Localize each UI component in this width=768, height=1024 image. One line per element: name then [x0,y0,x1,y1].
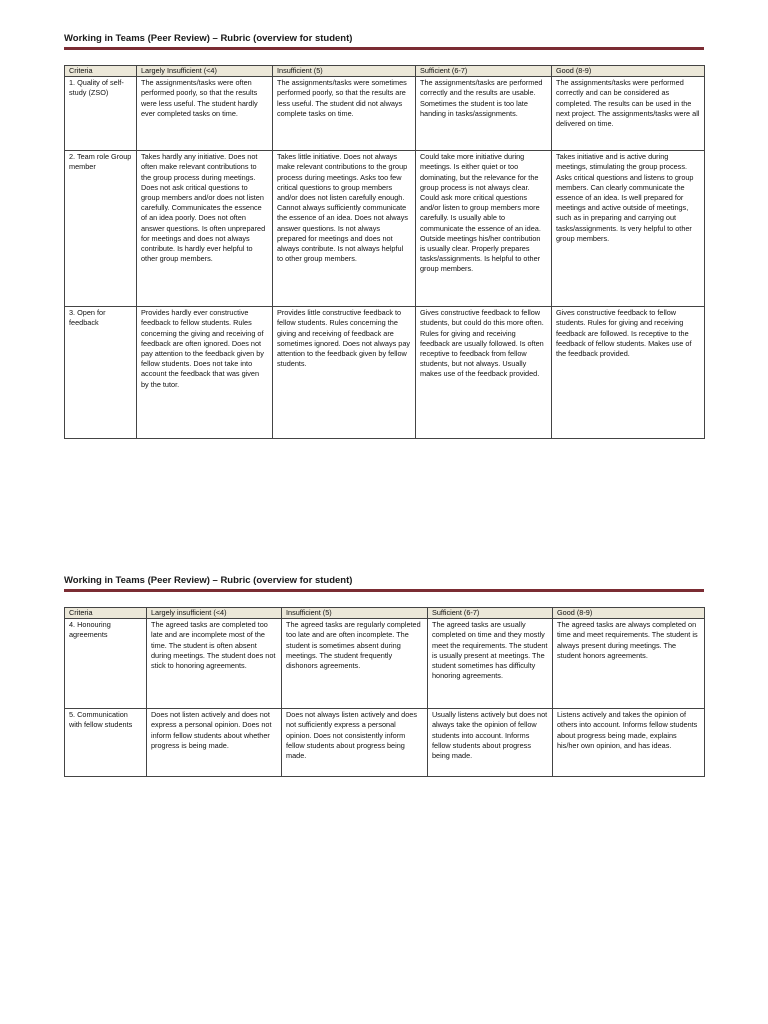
rubric-cell: Provides hardly ever constructive feedback to fellow students. Rules concerning the giving and receiving of feedback are often ignored. Does not pay attention to the feedback given by fellow students. Does not take into account the feedback that was given by the tutor. [137,307,273,439]
section-title: Working in Teams (Peer Review) – Rubric (overview for student) [64,33,353,44]
header-cell: Good (8-9) [552,66,705,77]
criteria-cell: 5. Communication with fellow students [65,709,147,777]
criteria-cell: 2. Team role Group member [65,151,137,307]
rubric-cell: Takes initiative and is active during meetings, stimulating the group process. Asks critical questions and listens to group members. Can clearly communicate the essence of an idea. Is well prepared for meetings and active outside of meetings, such as in preparing and carrying out tasks/assignments. Is very helpful to other group members. [552,151,705,307]
rubric-cell: Usually listens actively but does not always take the opinion of fellow students into account. Informs fellow students about progress being made. [428,709,553,777]
table-header-row [65,66,705,77]
criteria-cell: 1. Quality of self-study (ZSO) [65,77,137,151]
header-cell: Sufficient (6-7) [428,608,553,619]
header-cell: Largely insufficient (<4) [147,608,282,619]
rubric-cell: Does not always listen actively and does not sufficiently express a personal opinion. Does not consistently inform fellow students about progress being made. [282,709,428,777]
rubric-cell: The agreed tasks are regularly completed too late and are often incomplete. The student is sometimes absent during meetings. The student frequently dishonors agreements. [282,619,428,709]
rubric-section-2 [64,575,704,761]
header-cell: Criteria [65,66,137,77]
rubric-cell: Could take more initiative during meetings. Is either quiet or too dominating, but the relevance for the group process is not always clear. Could ask more critical questions and/or listen to group members more carefully. Is usually able to communicate the essence of an idea. Outside meetings his/her contribution is usually clear. Properly prepares tasks/assignments. Is helpful to other group members. [416,151,552,307]
rubric-cell: Listens actively and takes the opinion of others into account. Informs fellow students about progress being made, explains his/her own opinion, and has ideas. [553,709,705,777]
rubric-cell: Gives constructive feedback to fellow students. Rules for giving and receiving feedback are followed. Is receptive to the feedback of fellow students. Makes use of the feedback provided. [552,307,705,439]
rubric-cell: Gives constructive feedback to fellow students, but could do this more often. Rules for giving and receiving feedback are usually followed. Is often receptive to feedback from fellow students, but not always. Usually makes use of the feedback provided. [416,307,552,439]
rubric-cell: The assignments/tasks are performed correctly and the results are usable. Sometimes the student is too late handing in tasks/assignments. [416,77,552,151]
criteria-cell: 3. Open for feedback [65,307,137,439]
table-row [65,307,705,439]
section-title: Working in Teams (Peer Review) – Rubric (overview for student) [64,575,353,586]
title-divider [64,589,704,592]
title-divider [64,47,704,50]
rubric-cell: The assignments/tasks were often performed poorly, so that the results were less useful. The student hardly ever completed tasks on time. [137,77,273,151]
rubric-cell: Does not listen actively and does not express a personal opinion. Does not inform fellow students about whether progress is being made. [147,709,282,777]
table-header-row [65,608,705,619]
header-cell: Insufficient (5) [273,66,416,77]
rubric-table-1 [64,65,705,439]
header-cell: Criteria [65,608,147,619]
criteria-cell: 4. Honouring agreements [65,619,147,709]
rubric-cell: The agreed tasks are completed too late and are incomplete most of the time. The student is often absent during meetings. The student does not stick to honoring agreements. [147,619,282,709]
rubric-cell: Provides little constructive feedback to fellow students. Rules concerning the giving and receiving of feedback are sometimes ignored. Does not always pay attention to the feedback given by fellow students. [273,307,416,439]
rubric-cell: The assignments/tasks were sometimes performed poorly, so that the results are less useful. The student did not always complete tasks on time. [273,77,416,151]
rubric-cell: Takes little initiative. Does not always make relevant contributions to the group process during meetings. Asks too few critical questions to group members and/or does not listen carefully enough. Cannot always sufficiently communicate the essence of an idea. Does not always answer questions. Is not always prepared for meetings and does not always contribute. Is not always helpful to other group members. [273,151,416,307]
table-row [65,709,705,777]
table-row [65,619,705,709]
header-cell: Insufficient (5) [282,608,428,619]
header-cell: Largely Insufficient (<4) [137,66,273,77]
rubric-cell: The assignments/tasks were performed correctly and can be considered as completed. The results can be used in the next project. The assignments/tasks were all delivered on time. [552,77,705,151]
table-row [65,77,705,151]
rubric-cell: The agreed tasks are usually completed on time and they mostly meet the requirements. The student is usually present at meetings. The student sometimes has difficulty honoring agreements. [428,619,553,709]
table-row [65,151,705,307]
header-cell: Good (8-9) [553,608,705,619]
rubric-section-1 [64,33,704,389]
rubric-cell: Takes hardly any initiative. Does not often make relevant contributions to the group process during meetings. Does not ask critical questions to group members and/or does not listen carefully. Communicates the essence of an idea poorly. Does not often answer questions. Is often unprepared for meetings and does not always contribute. Is hardly ever helpful to other group members. [137,151,273,307]
rubric-table-2 [64,607,705,777]
header-cell: Sufficient (6-7) [416,66,552,77]
rubric-cell: The agreed tasks are always completed on time and meet requirements. The student is always present during meetings. The student honors agreements. [553,619,705,709]
